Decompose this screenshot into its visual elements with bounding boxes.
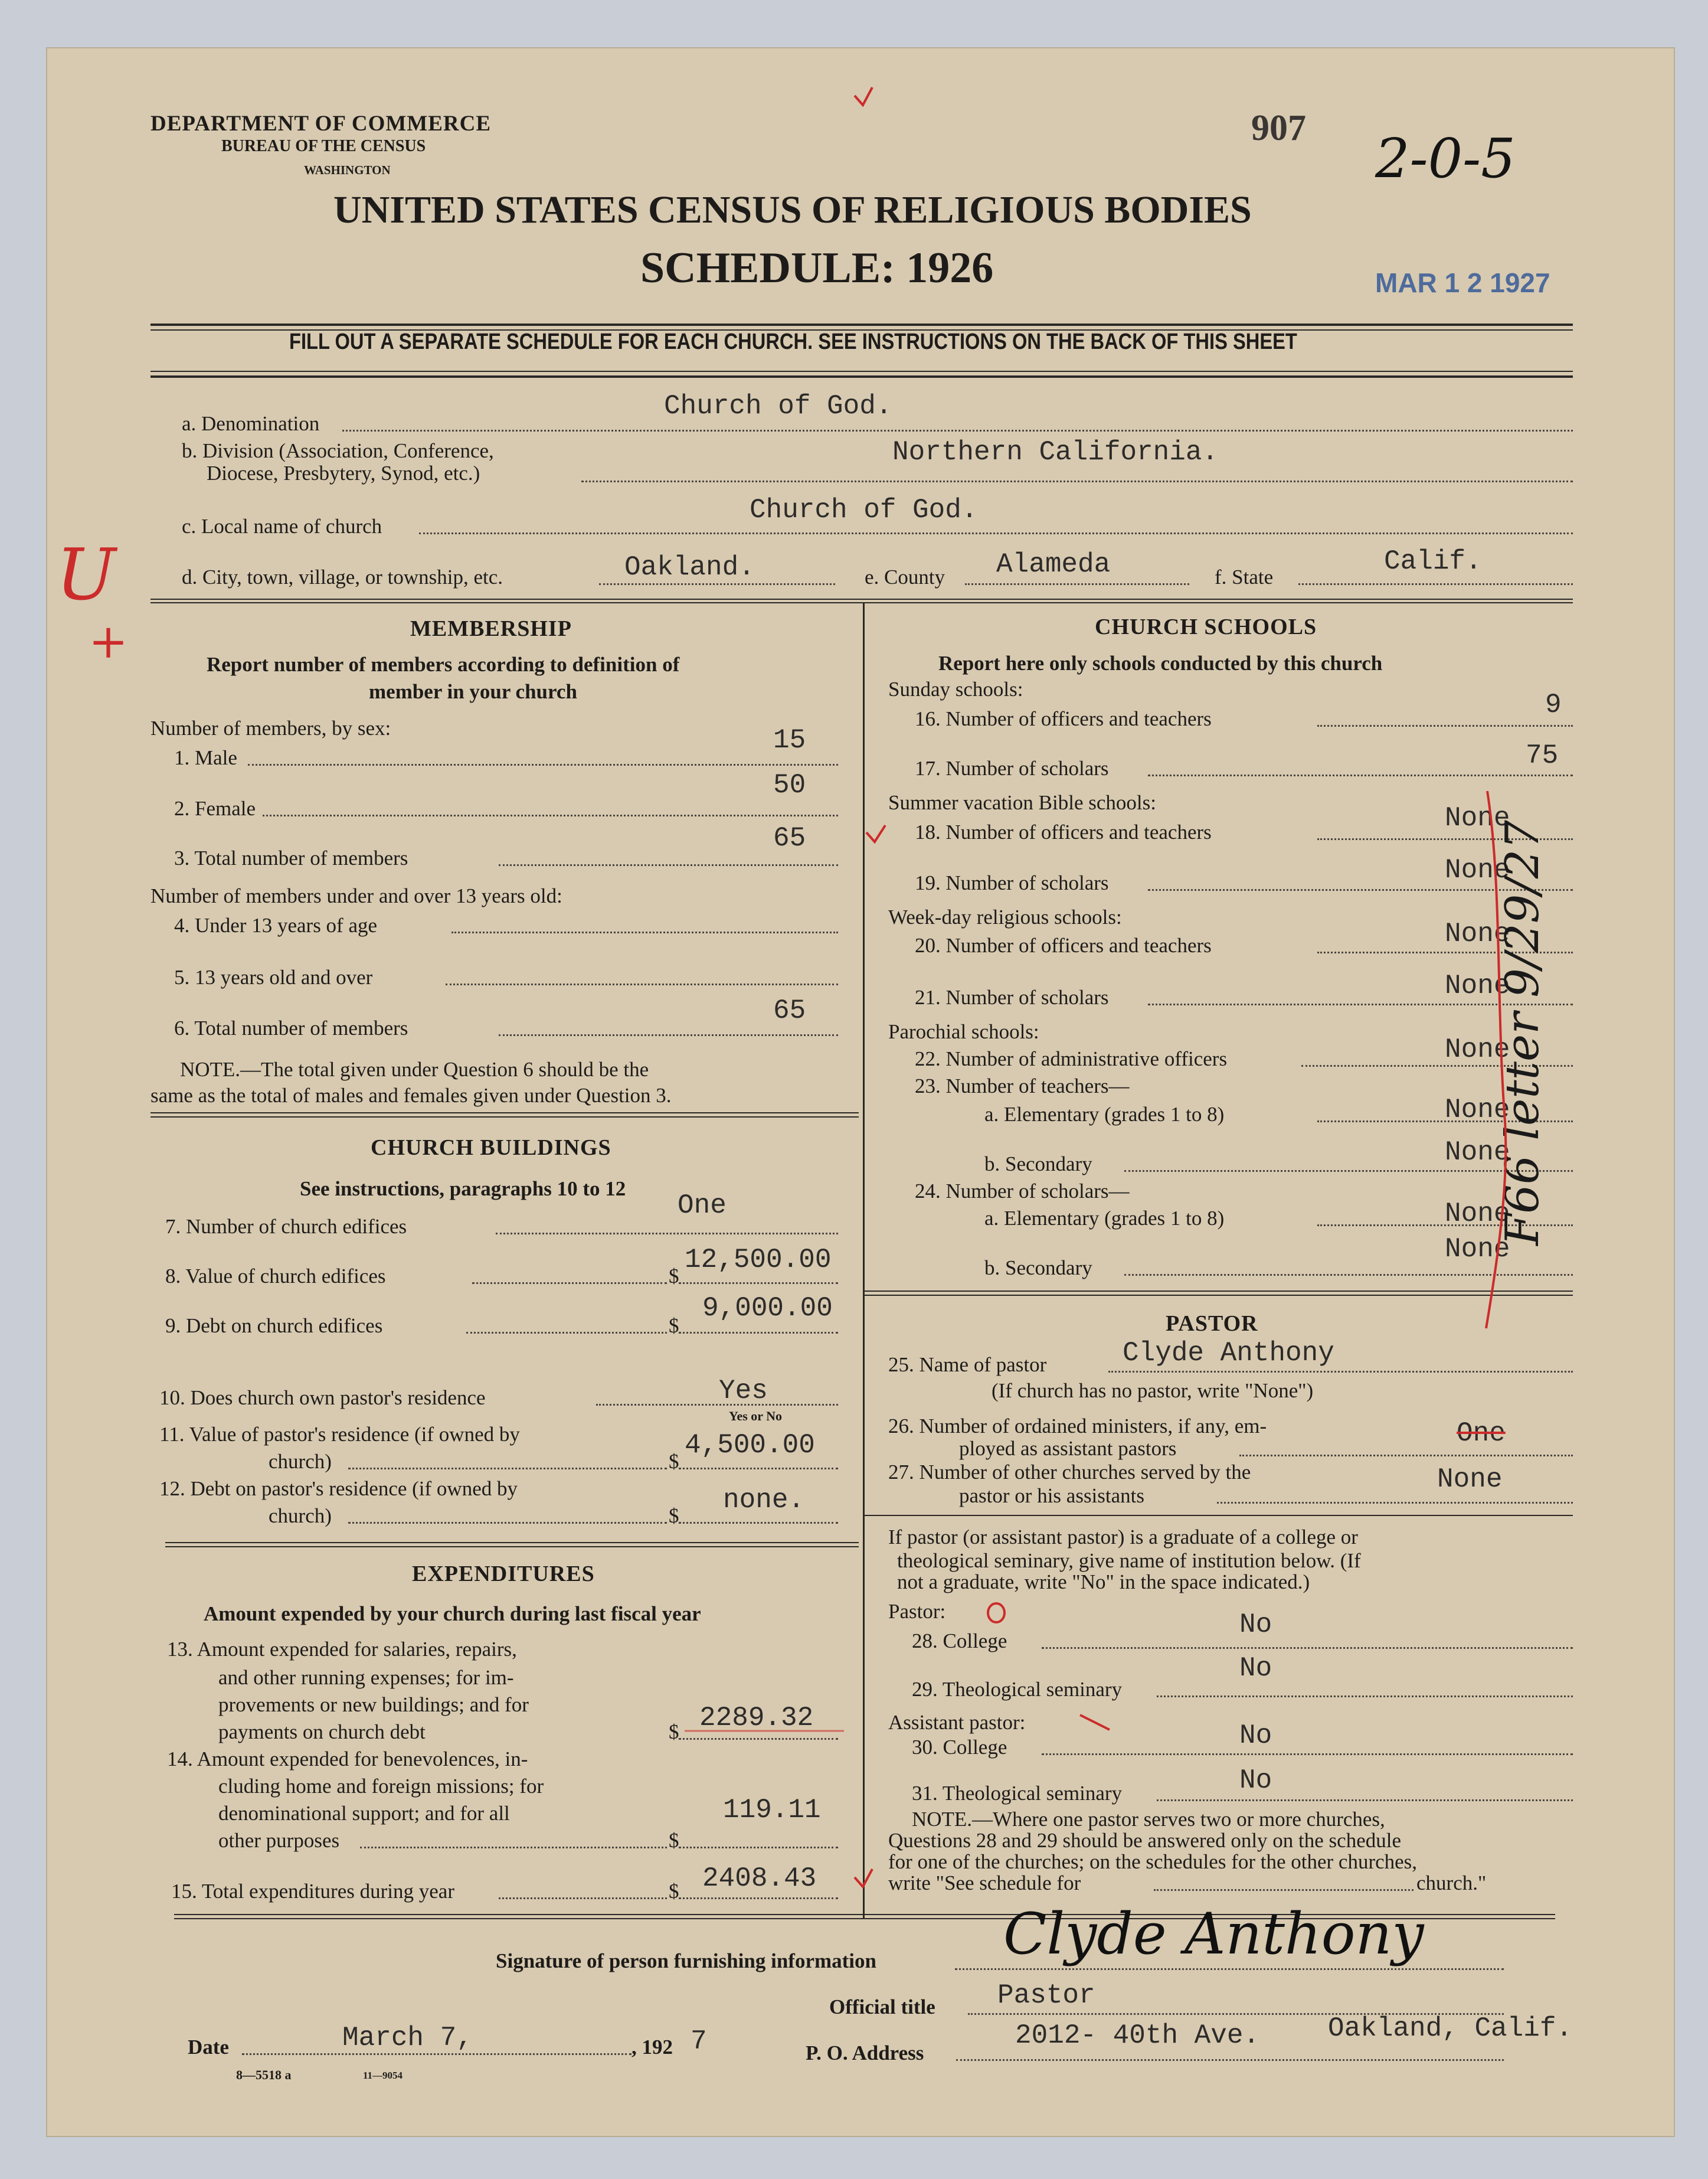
q24a-label: a. Elementary (grades 1 to 8): [984, 1207, 1225, 1230]
print-number: 11—9054: [363, 2070, 403, 2081]
q26-value[interactable]: One: [1457, 1418, 1506, 1449]
q15-value[interactable]: 2408.43: [702, 1863, 817, 1894]
q31-label: 31. Theological seminary: [912, 1782, 1123, 1805]
q27-label-1: 27. Number of other churches served by the: [888, 1461, 1251, 1484]
q7-value[interactable]: One: [678, 1190, 727, 1221]
age-heading: Number of members under and over 13 years old:: [150, 884, 562, 907]
bureau-heading: BUREAU OF THE CENSUS: [221, 137, 426, 155]
side-annotation: F66 letter 9/29/27: [1496, 820, 1549, 1246]
q27-label-2: pastor or his assistants: [959, 1484, 1145, 1507]
margin-red-plus: +: [89, 614, 129, 669]
q29-value[interactable]: No: [1239, 1653, 1272, 1684]
membership-note-1: NOTE.—The total given under Question 6 should be the: [180, 1058, 649, 1081]
q13-line-4: payments on church debt: [218, 1720, 426, 1743]
expenditures-sub: Amount expended by your church during last fiscal year: [204, 1602, 701, 1625]
pastor-note-3: for one of the churches; on the schedules for the other churches,: [888, 1850, 1418, 1873]
q22-label: 22. Number of administrative officers: [915, 1047, 1228, 1070]
q17-label: 17. Number of scholars: [915, 757, 1109, 780]
washington-heading: WASHINGTON: [304, 163, 391, 177]
parochial-schools-label: Parochial schools:: [888, 1020, 1039, 1043]
q10-value[interactable]: Yes: [719, 1376, 768, 1406]
q16-value[interactable]: 9: [1545, 690, 1562, 720]
department-heading: DEPARTMENT OF COMMERCE: [150, 112, 492, 136]
check-mark: [866, 825, 885, 842]
denomination-value[interactable]: Church of God.: [664, 391, 892, 422]
q30-value[interactable]: No: [1239, 1720, 1272, 1751]
graduate-note-3: not a graduate, write "No" in the space indicated.): [897, 1570, 1310, 1593]
signature: Clyde Anthony: [1003, 1901, 1424, 1967]
q14-line-2: cluding home and foreign missions; for: [218, 1775, 544, 1798]
q25-value[interactable]: Clyde Anthony: [1123, 1338, 1334, 1368]
division-value[interactable]: Northern California.: [892, 437, 1219, 468]
instruction-bar: FILL OUT A SEPARATE SCHEDULE FOR EACH CHURCH. SEE INSTRUCTIONS ON THE BACK OF THIS SHEET: [289, 329, 1297, 354]
state-value[interactable]: Calif.: [1384, 546, 1482, 577]
q12-label-1: 12. Debt on pastor's residence (if owned by: [159, 1477, 518, 1500]
county-value[interactable]: Alameda: [996, 549, 1111, 580]
q9-dollar: $: [669, 1314, 679, 1337]
division-label-2: Diocese, Presbytery, Synod, etc.): [207, 462, 480, 485]
pastor-note-2: Questions 28 and 29 should be answered only on the schedule: [888, 1829, 1402, 1852]
q23a-value[interactable]: None: [1445, 1095, 1510, 1125]
buildings-sub: See instructions, paragraphs 10 to 12: [300, 1177, 626, 1200]
q3-value[interactable]: 65: [773, 823, 806, 854]
membership-sub-1: Report number of members according to definition of: [207, 653, 680, 676]
q12-label-2: church): [269, 1504, 332, 1527]
q2-value[interactable]: 50: [773, 770, 806, 801]
signature-label: Signature of person furnishing information: [496, 1949, 876, 1972]
schedule-title: SCHEDULE: 1926: [640, 244, 994, 292]
po-address-value[interactable]: 2012- 40th Ave.: [1015, 2020, 1260, 2051]
q11-dollar: $: [669, 1450, 679, 1473]
q2-label: 2. Female: [174, 797, 256, 820]
q13-line-3: provements or new buildings; and for: [218, 1693, 529, 1716]
membership-sub-2: member in your church: [369, 680, 577, 703]
county-label: e. County: [865, 566, 945, 589]
q13-line-2: and other running expenses; for im-: [218, 1666, 514, 1689]
date-value[interactable]: March 7,: [342, 2023, 473, 2053]
q30-label: 30. College: [912, 1736, 1007, 1759]
q20-value[interactable]: None: [1445, 919, 1510, 949]
membership-heading: MEMBERSHIP: [410, 616, 572, 641]
pastor-note-4a: write "See schedule for: [888, 1871, 1081, 1894]
q28-label: 28. College: [912, 1629, 1007, 1652]
city-label: d. City, town, village, or township, etc.: [182, 566, 503, 589]
q14-line-1: 14. Amount expended for benevolences, in-: [167, 1747, 528, 1770]
red-strike-mark: [1080, 1715, 1110, 1730]
q20-label: 20. Number of officers and teachers: [915, 934, 1212, 957]
q14-value[interactable]: 119.11: [723, 1795, 821, 1825]
q25-note: (If church has no pastor, write "None"): [992, 1379, 1314, 1402]
received-date-stamp: MAR 1 2 1927: [1375, 267, 1550, 298]
q14-line-4: other purposes: [218, 1829, 340, 1852]
schools-heading: CHURCH SCHOOLS: [1095, 615, 1317, 639]
q5-label: 5. 13 years old and over: [174, 966, 373, 989]
q24b-label: b. Secondary: [984, 1256, 1092, 1279]
red-bracket-line: [1486, 791, 1506, 1328]
denomination-label: a. Denomination: [182, 412, 320, 435]
q9-value[interactable]: 9,000.00: [702, 1293, 833, 1324]
q18-value[interactable]: None: [1445, 803, 1510, 834]
po-city-value[interactable]: Oakland, Calif.: [1328, 2013, 1573, 2044]
po-address-label: P. O. Address: [806, 2041, 924, 2064]
q23b-value[interactable]: None: [1445, 1137, 1510, 1168]
q16-label: 16. Number of officers and teachers: [915, 707, 1212, 730]
q4-label: 4. Under 13 years of age: [174, 914, 378, 937]
year-prefix: , 192: [631, 2036, 673, 2059]
official-title-value[interactable]: Pastor: [997, 1980, 1095, 2011]
expenditures-heading: EXPENDITURES: [412, 1561, 595, 1586]
date-label: Date: [188, 2036, 229, 2059]
q19-value[interactable]: None: [1445, 855, 1510, 886]
q26-label-1: 26. Number of ordained ministers, if any, em-: [888, 1414, 1267, 1438]
official-title-label: Official title: [829, 1995, 935, 2018]
q15-dollar: $: [669, 1880, 679, 1903]
buildings-heading: CHURCH BUILDINGS: [371, 1135, 611, 1160]
q24b-value[interactable]: None: [1445, 1234, 1510, 1265]
q29-label: 29. Theological seminary: [912, 1678, 1123, 1701]
q1-value[interactable]: 15: [773, 725, 806, 756]
q15-label: 15. Total expenditures during year: [171, 1880, 454, 1903]
membership-note-2: same as the total of males and females given under Question 3.: [150, 1084, 672, 1107]
q13-dollar: $: [669, 1720, 679, 1743]
local-name-label: c. Local name of church: [182, 515, 382, 538]
q23b-label: b. Secondary: [984, 1152, 1092, 1175]
local-name-value[interactable]: Church of God.: [750, 495, 978, 525]
q28-value[interactable]: No: [1239, 1609, 1272, 1640]
q18-label: 18. Number of officers and teachers: [915, 821, 1212, 844]
q8-label: 8. Value of church edifices: [165, 1265, 386, 1288]
check-mark: [855, 1869, 872, 1887]
state-label: f. State: [1215, 566, 1274, 589]
q27-value[interactable]: None: [1437, 1464, 1503, 1495]
q7-label: 7. Number of church edifices: [165, 1215, 407, 1238]
city-value[interactable]: Oakland.: [624, 552, 755, 583]
summer-schools-label: Summer vacation Bible schools:: [888, 791, 1156, 814]
q23a-label: a. Elementary (grades 1 to 8): [984, 1103, 1225, 1126]
q13-value[interactable]: 2289.32: [699, 1703, 814, 1733]
q14-dollar: $: [669, 1829, 679, 1852]
graduate-note-2: theological seminary, give name of institution below. (If: [897, 1549, 1361, 1572]
q11-label-2: church): [269, 1450, 332, 1473]
members-by-sex-label: Number of members, by sex:: [150, 717, 391, 740]
q22-value[interactable]: None: [1445, 1034, 1510, 1065]
q21-label: 21. Number of scholars: [915, 986, 1109, 1009]
q9-label: 9. Debt on church edifices: [165, 1314, 383, 1337]
q1-label: 1. Male: [174, 746, 237, 769]
q26-label-2: ployed as assistant pastors: [959, 1437, 1177, 1460]
q21-value[interactable]: None: [1445, 971, 1510, 1001]
pastor-education-label: Pastor:: [888, 1600, 946, 1623]
form-title: UNITED STATES CENSUS OF RELIGIOUS BODIES: [333, 188, 1252, 231]
margin-red-mark: U: [56, 534, 116, 616]
q6-label: 6. Total number of members: [174, 1017, 408, 1040]
q25-label: 25. Name of pastor: [888, 1353, 1047, 1376]
q8-dollar: $: [669, 1265, 679, 1288]
graduate-note-1: If pastor (or assistant pastor) is a graduate of a college or: [888, 1525, 1358, 1549]
yes-no-caption: Yes or No: [729, 1409, 783, 1423]
red-circle-mark: [988, 1603, 1004, 1622]
q12-dollar: $: [669, 1504, 679, 1527]
q3-label: 3. Total number of members: [174, 847, 408, 870]
q14-line-3: denominational support; and for all: [218, 1802, 510, 1825]
schedule-number-stamp: 907: [1251, 108, 1306, 148]
q17-value[interactable]: 75: [1526, 740, 1559, 771]
q23-label: 23. Number of teachers—: [915, 1074, 1130, 1097]
q8-value[interactable]: 12,500.00: [685, 1244, 832, 1275]
form-number: 8—5518 a: [236, 2067, 292, 2082]
q6-value[interactable]: 65: [773, 995, 806, 1026]
pastor-note-1: NOTE.—Where one pastor serves two or more churches,: [912, 1808, 1385, 1831]
q10-label: 10. Does church own pastor's residence: [159, 1386, 486, 1409]
pastor-heading: PASTOR: [1166, 1311, 1258, 1336]
q24-label: 24. Number of scholars—: [915, 1180, 1130, 1203]
assistant-education-label: Assistant pastor:: [888, 1711, 1026, 1734]
q11-value[interactable]: 4,500.00: [685, 1430, 815, 1461]
schools-sub: Report here only schools conducted by this church: [938, 652, 1383, 675]
check-mark: [855, 87, 872, 105]
handwritten-code: 2-0-5: [1375, 127, 1516, 190]
q11-label-1: 11. Value of pastor's residence (if owned by: [159, 1423, 520, 1446]
q24a-value[interactable]: None: [1445, 1198, 1510, 1229]
q31-value[interactable]: No: [1239, 1765, 1272, 1796]
division-label-1: b. Division (Association, Conference,: [182, 439, 494, 462]
q12-value[interactable]: none.: [723, 1485, 805, 1515]
pastor-note-4b: church.": [1416, 1871, 1487, 1894]
q13-line-1: 13. Amount expended for salaries, repairs,: [167, 1638, 517, 1661]
q19-label: 19. Number of scholars: [915, 871, 1109, 894]
sunday-schools-label: Sunday schools:: [888, 678, 1023, 701]
year-digit[interactable]: 7: [691, 2026, 707, 2057]
weekday-schools-label: Week-day religious schools:: [888, 906, 1122, 929]
